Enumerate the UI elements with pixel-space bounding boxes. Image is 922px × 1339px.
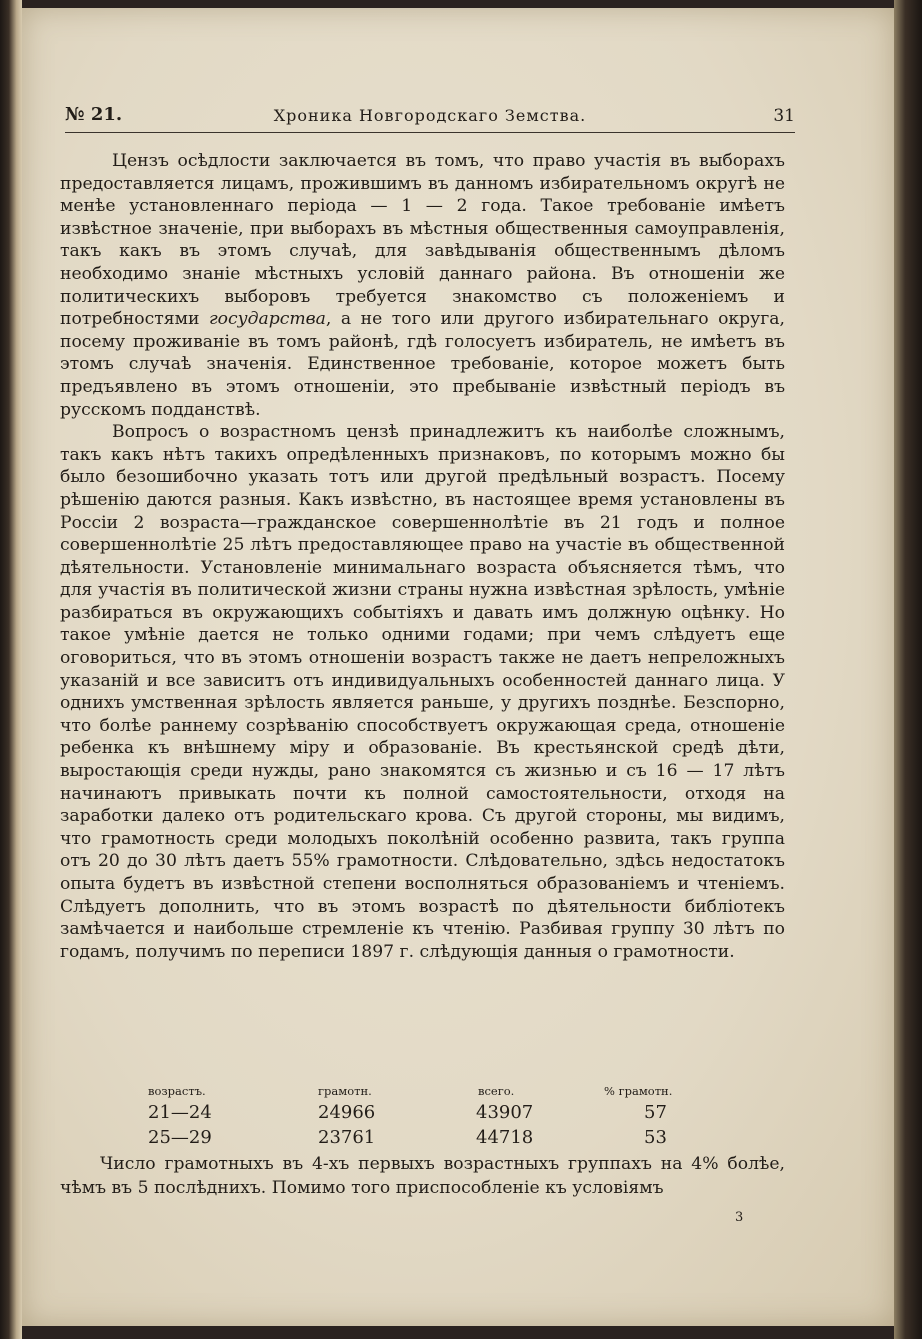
italic-word: государства xyxy=(208,309,326,330)
issue-number: № 21. xyxy=(65,104,123,125)
cell-total: 44718 xyxy=(476,1127,534,1148)
page-number: 31 xyxy=(773,106,795,126)
table-header-row xyxy=(148,1084,708,1102)
cell-literate: 24966 xyxy=(318,1102,376,1123)
running-header xyxy=(65,104,795,132)
header-total: всего. xyxy=(478,1084,515,1098)
header-percent: % грамотн. xyxy=(604,1084,673,1098)
closing-text xyxy=(60,1152,785,1200)
paragraph-age: Вопросъ о возрастномъ цензѣ принадлежитъ къ наиболѣе сложнымъ, такъ какъ нѣтъ такихъ опредѣленныхъ признаковъ, по которымъ можно бы было безошибочно указать тотъ или другой предѣльный возрастъ. Посему рѣшенію даются разныя. Какъ извѣстно, въ настоящее время установлены въ Россіи 2 возраста—гражданское совершеннолѣтіе въ 21 годъ и полное совершеннолѣтіе 25 лѣтъ предоставляющее право на участіе въ общественной дѣятельности. Установленіе минимальнаго возраста объясняется тѣмъ, что для участія въ политической жизни страны нужна извѣстная зрѣлость, умѣніе разбираться въ окружающихъ событіяхъ и давать имъ должную оцѣнку. Но такое умѣніе дается не только одними годами; при чемъ слѣдуетъ еще оговориться, что въ этомъ отношеніи возрастъ также не даетъ непреложныхъ указаній и все зависитъ отъ индивидуальныхъ особенностей даннаго лица. У однихъ умственная зрѣлость является раньше, у другихъ позднѣе. Безспорно, что болѣе раннему созрѣванію способствуетъ окружающая среда, отношеніе ребенка къ внѣшнему міру и образованіе. Въ крестьянской средѣ дѣти, выростающія среди нужды, рано знакомятся съ жизнью и съ 16 — 17 лѣтъ начинаютъ привыкать почти къ полной самостоятельности, отходя на заработки далеко отъ родительскаго крова. Съ другой стороны, мы видимъ, что грамотность среди молодыхъ поколѣній особенно развита, такъ группа отъ 20 до 30 лѣтъ даетъ 55% грамотности. Слѣдовательно, здѣсь недостатокъ опыта будетъ въ извѣстной степени восполняться образованіемъ и чтеніемъ. Слѣдуетъ дополнить, что въ этомъ возрастѣ по дѣятельности библіотекъ замѣчается и наибольше стремленіе къ чтенію. Разбивая группу 30 лѣтъ по годамъ, получимъ по переписи 1897 г. слѣдующія данныя о грамотности. xyxy=(60,422,785,962)
header-age: возрастъ. xyxy=(148,1084,206,1098)
body-text xyxy=(60,150,785,963)
table-row xyxy=(148,1127,708,1152)
cell-percent: 57 xyxy=(644,1102,667,1123)
book-gutter-left xyxy=(0,0,22,1339)
table-row xyxy=(148,1102,708,1127)
literacy-table xyxy=(148,1084,708,1152)
cell-age: 25—29 xyxy=(148,1127,212,1148)
cell-literate: 23761 xyxy=(318,1127,376,1148)
signature-mark: 3 xyxy=(735,1210,744,1225)
cell-age: 21—24 xyxy=(148,1102,212,1123)
cell-percent: 53 xyxy=(644,1127,667,1148)
paragraph-text: Цензъ осѣдлости заключается въ томъ, что право участія въ выборахъ предоставляется лицамъ, прожившимъ въ данномъ избирательномъ округѣ не менѣе установленнаго періода — 1 — 2 года. Такое требованіе имѣетъ извѣстное значеніе, при выборахъ въ мѣстныя общественныя самоуправленія, такъ какъ въ этомъ случаѣ, для завѣдыванія общественнымъ дѣломъ необходимо знаніе мѣстныхъ условій даннаго района. Въ отношеніи же политическихъ выборовъ требуется знакомство съ положеніемъ и потребностями xyxy=(60,151,785,330)
paragraph-text: , а не того или другого избирательнаго округа, посему проживаніе въ томъ районѣ, гдѣ голосуетъ избиратель, не имѣетъ въ этомъ случаѣ значенія. Единственное требованіе, которое можетъ быть предъявлено въ этомъ отношеніи, это пребываніе извѣстный періодъ въ русскомъ подданствѣ. xyxy=(60,309,785,420)
header-literate: грамотн. xyxy=(318,1084,372,1098)
paragraph-residency xyxy=(60,150,785,421)
paragraph-closing: Число грамотныхъ въ 4-хъ первыхъ возрастныхъ группахъ на 4% болѣе, чѣмъ въ 5 послѣднихъ. Помимо того приспособленіе къ условіямъ xyxy=(60,1154,785,1198)
cell-total: 43907 xyxy=(476,1102,534,1123)
header-rule xyxy=(65,132,795,133)
book-edge-right xyxy=(894,0,922,1339)
journal-title: Хроника Новгородскаго Земства. xyxy=(273,106,587,125)
